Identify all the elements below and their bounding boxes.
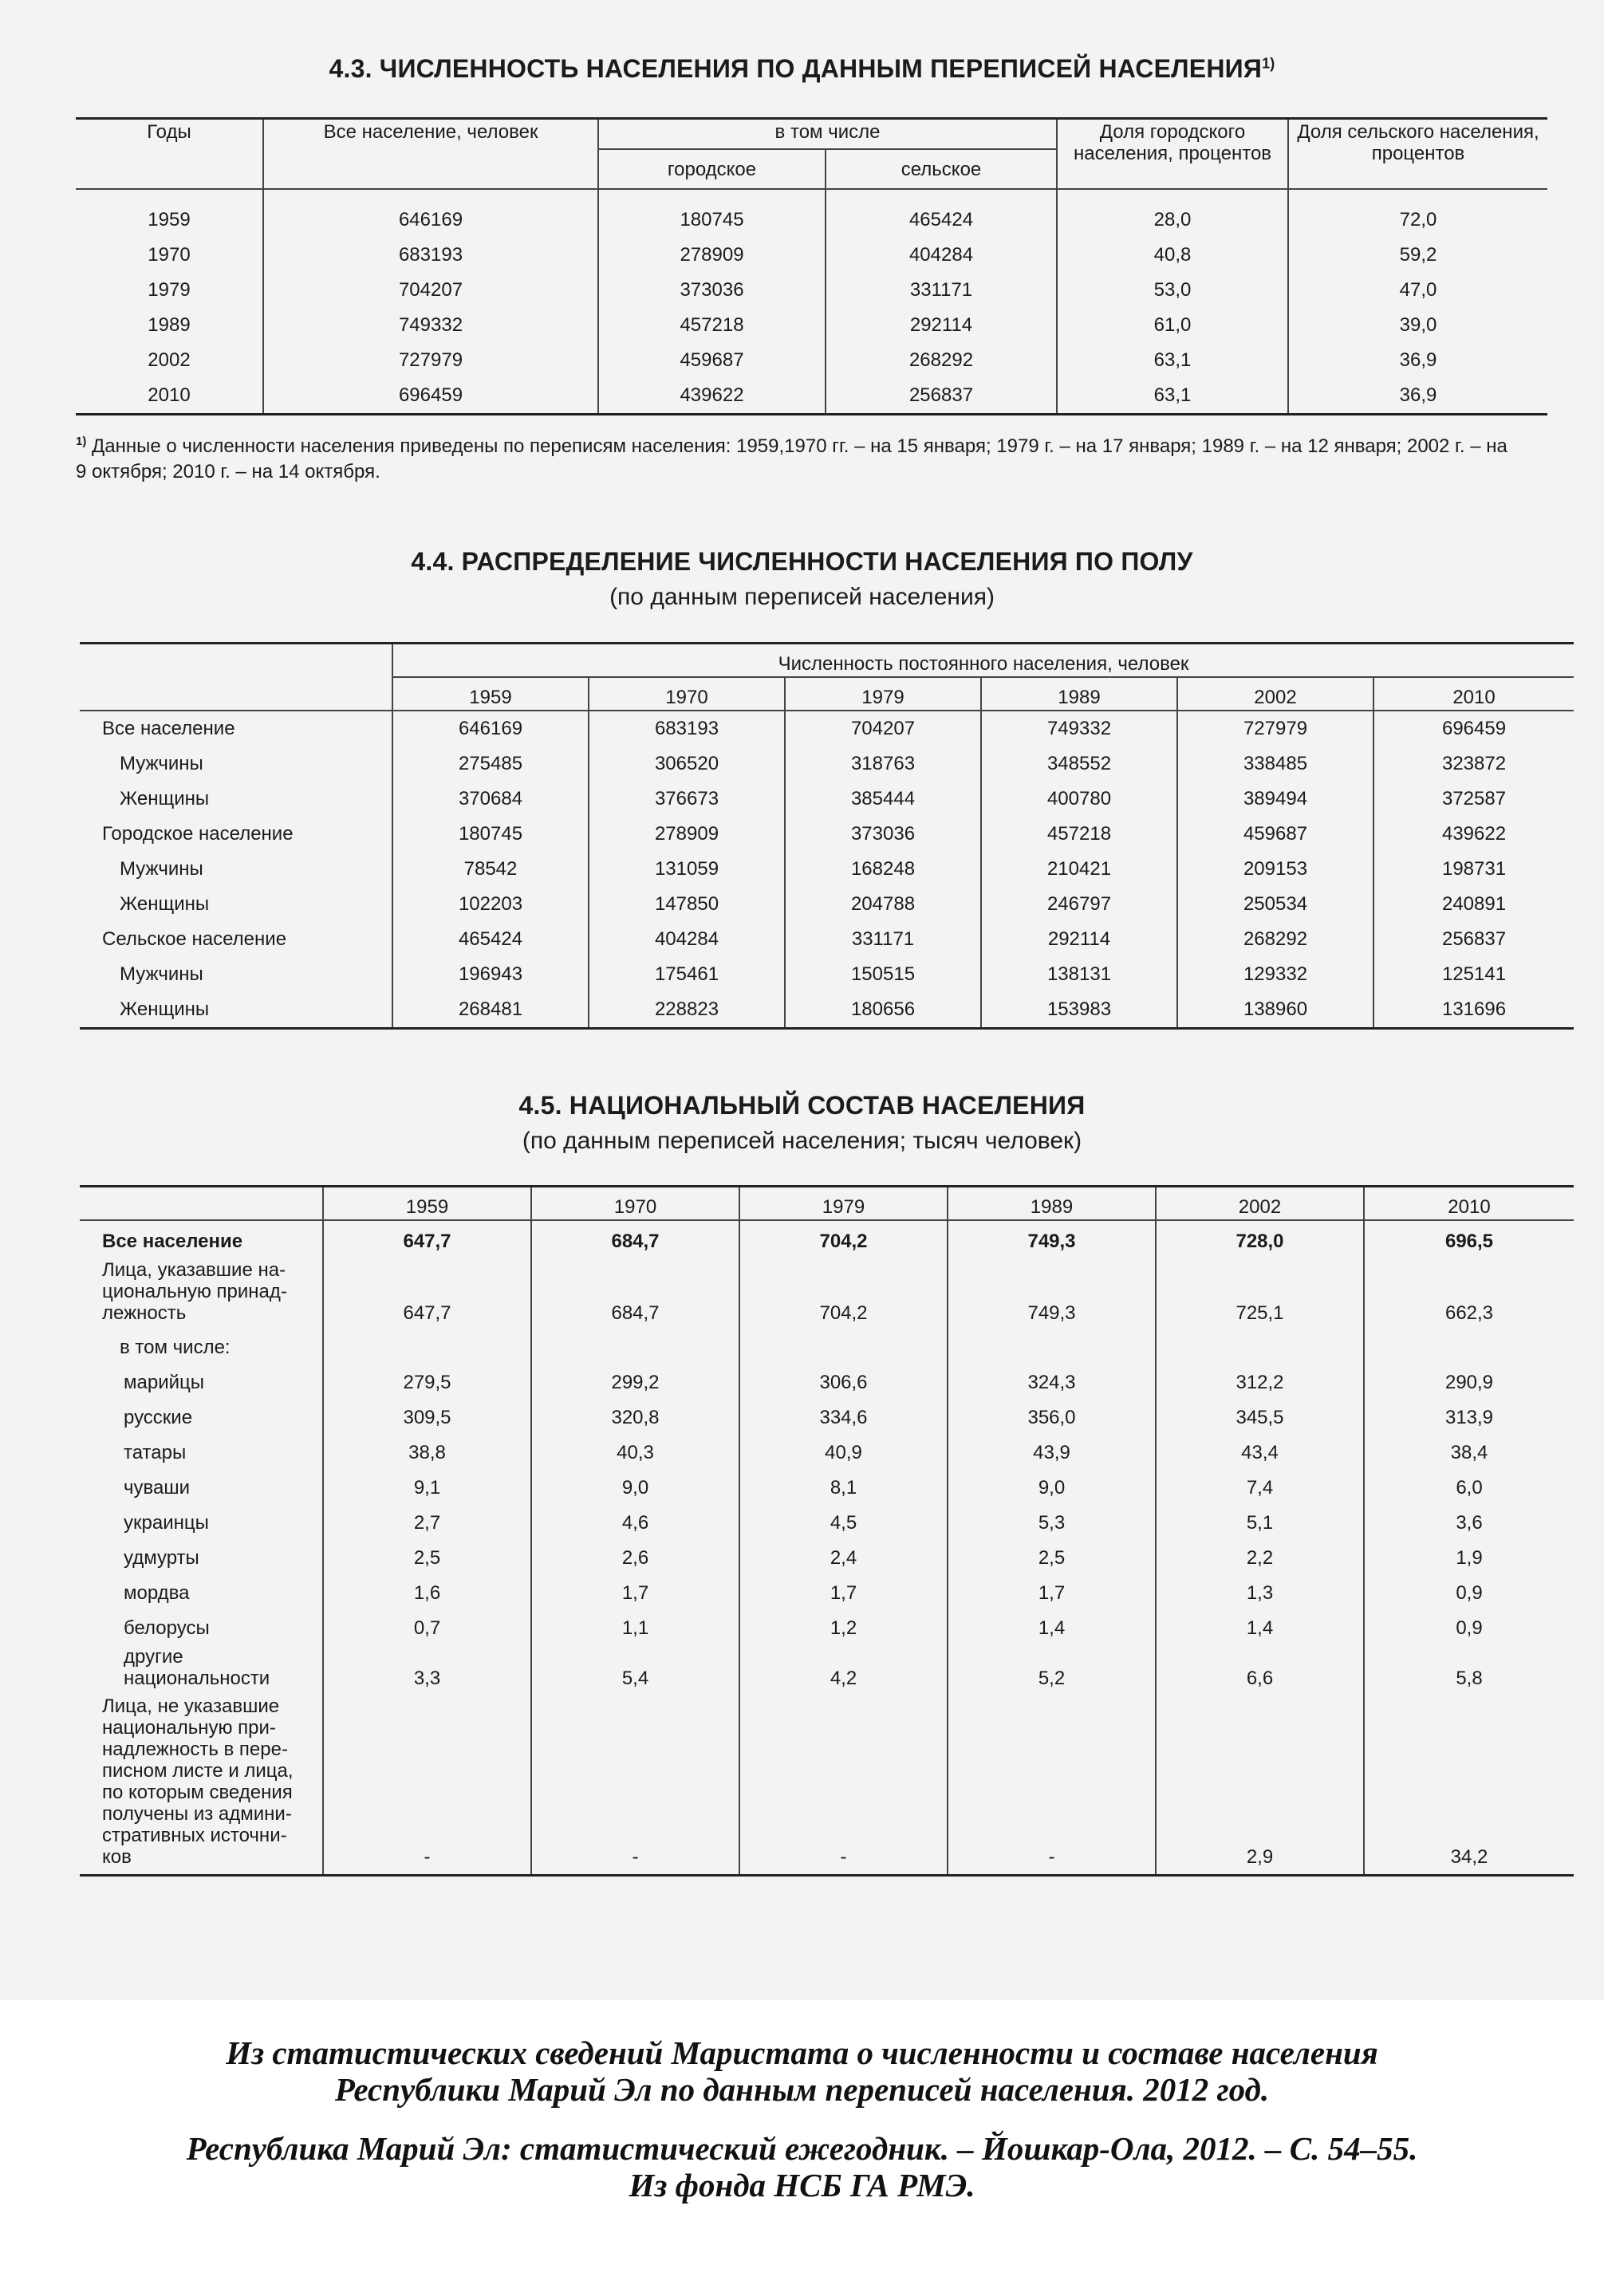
cell-value: 275485: [392, 746, 589, 782]
cell-value: 1,6: [323, 1576, 531, 1611]
cell-value: 684,7: [531, 1220, 739, 1259]
cell-value: 348552: [981, 746, 1177, 782]
row-label: [80, 1435, 323, 1471]
cell-rural-share: 59,2: [1288, 238, 1547, 273]
header-urban: городское: [598, 149, 826, 189]
cell-value: 2,9: [1156, 1695, 1364, 1876]
cell-value: 309,5: [323, 1400, 531, 1435]
cell-value: [531, 1330, 739, 1365]
row-label-line: надлежность в пере-: [102, 1739, 288, 1760]
cell-value: 385444: [785, 782, 981, 817]
cell-urban: 457218: [598, 308, 826, 343]
cell-value: 306520: [589, 746, 785, 782]
cell-value: 2,4: [739, 1541, 948, 1576]
row-label: Мужчины: [120, 963, 203, 985]
table-row: [80, 992, 1574, 1029]
cell-value: 749,3: [948, 1259, 1156, 1330]
cell-rural-share: 72,0: [1288, 189, 1547, 238]
table-4-4: [80, 642, 1574, 1030]
cell-value: 4,6: [531, 1506, 739, 1541]
cell-year: 1989: [148, 314, 191, 336]
cell-value: 376673: [589, 782, 785, 817]
row-label: [80, 1646, 323, 1695]
cell-value: 334,6: [739, 1400, 948, 1435]
header-urban-share: Доля городского населения, процентов: [1057, 119, 1288, 190]
caption-line-1: Из статистических сведений Маристата о численности и составе населения: [226, 2034, 1378, 2071]
cell-value: 246797: [981, 887, 1177, 922]
cell-value: 250534: [1177, 887, 1373, 922]
cell-value: 198731: [1373, 852, 1574, 887]
row-label-line: лежность: [102, 1302, 187, 1324]
cell-urban: 439622: [598, 378, 826, 415]
table-row: [80, 1611, 1574, 1646]
table-row: [76, 378, 1547, 415]
table-4-4-body: [80, 711, 1574, 1029]
cell-urban-share: 28,0: [1057, 189, 1288, 238]
table-row: [80, 922, 1574, 957]
header-including: в том числе: [598, 119, 1057, 150]
cell-value: 5,2: [948, 1646, 1156, 1695]
cell-total: 696459: [263, 378, 598, 415]
cell-value: 6,0: [1364, 1471, 1574, 1506]
row-label-line: писном листе и лица,: [102, 1760, 294, 1782]
caption-line-2: Республики Марий Эл по данным переписей населения. 2012 год.: [334, 2071, 1270, 2108]
cell-value: 228823: [589, 992, 785, 1029]
cell-value: 299,2: [531, 1365, 739, 1400]
row-label-line: Лица, не указавшие: [102, 1695, 280, 1717]
table-row: [76, 308, 1547, 343]
row-label-line: марийцы: [124, 1372, 205, 1393]
cell-value: 129332: [1177, 957, 1373, 992]
table-row: [80, 887, 1574, 922]
row-label-line: русские: [124, 1407, 193, 1428]
cell-value: 2,6: [531, 1541, 739, 1576]
column-header-year: 2010: [1373, 677, 1574, 711]
cell-value: 2,5: [323, 1541, 531, 1576]
cell-value: 749332: [981, 711, 1177, 746]
row-label: [80, 1220, 323, 1259]
table-4-3-body: [76, 189, 1547, 415]
cell-value: 138131: [981, 957, 1177, 992]
cell-value: 389494: [1177, 782, 1373, 817]
row-label: Городское население: [102, 823, 294, 845]
cell-value: 439622: [1373, 817, 1574, 852]
cell-value: 204788: [785, 887, 981, 922]
cell-value: 324,3: [948, 1365, 1156, 1400]
row-label: [80, 1330, 323, 1365]
cell-urban: 373036: [598, 273, 826, 308]
cell-value: 696459: [1373, 711, 1574, 746]
cell-value: [323, 1330, 531, 1365]
cell-value: 209153: [1177, 852, 1373, 887]
cell-value: 646169: [392, 711, 589, 746]
table-row: [80, 1400, 1574, 1435]
cell-year: 2010: [148, 384, 191, 406]
row-label: [80, 1541, 323, 1576]
cell-value: 684,7: [531, 1259, 739, 1330]
table-row: [76, 238, 1547, 273]
cell-value: 404284: [589, 922, 785, 957]
cell-rural: 256837: [826, 378, 1057, 415]
cell-rural: 465424: [826, 189, 1057, 238]
cell-value: 370684: [392, 782, 589, 817]
table-4-5-title: 4.5. НАЦИОНАЛЬНЫЙ СОСТАВ НАСЕЛЕНИЯ: [518, 1091, 1086, 1120]
cell-value: 150515: [785, 957, 981, 992]
cell-urban-share: 63,1: [1057, 378, 1288, 415]
row-label-line: другие: [124, 1646, 183, 1668]
cell-value: 268292: [1177, 922, 1373, 957]
row-label-line: циональную принад-: [102, 1281, 287, 1302]
table-row: [76, 273, 1547, 308]
cell-urban: 180745: [598, 189, 826, 238]
title-footnote-mark: 1): [1262, 55, 1275, 72]
cell-value: 138960: [1177, 992, 1373, 1029]
cell-value: 6,6: [1156, 1646, 1364, 1695]
cell-value: 9,1: [323, 1471, 531, 1506]
cell-value: 306,6: [739, 1365, 948, 1400]
cell-value: 372587: [1373, 782, 1574, 817]
cell-urban-share: 40,8: [1057, 238, 1288, 273]
row-label: [80, 1471, 323, 1506]
cell-value: 356,0: [948, 1400, 1156, 1435]
cell-value: 345,5: [1156, 1400, 1364, 1435]
cell-value: 320,8: [531, 1400, 739, 1435]
table-row: [80, 1576, 1574, 1611]
row-label: Женщины: [120, 998, 210, 1020]
cell-value: 279,5: [323, 1365, 531, 1400]
cell-value: [1364, 1330, 1574, 1365]
cell-value: 662,3: [1364, 1259, 1574, 1330]
cell-value: 38,8: [323, 1435, 531, 1471]
cell-rural-share: 36,9: [1288, 378, 1547, 415]
row-label-line: национальную при-: [102, 1717, 276, 1739]
cell-value: 131696: [1373, 992, 1574, 1029]
cell-value: 292114: [981, 922, 1177, 957]
cell-value: 1,3: [1156, 1576, 1364, 1611]
row-label: [80, 1400, 323, 1435]
row-label-line: национальности: [124, 1668, 270, 1689]
column-header-year: 1959: [392, 677, 589, 711]
cell-year: 2002: [148, 349, 191, 371]
cell-value: 1,2: [739, 1611, 948, 1646]
footnote-text: Данные о численности населения приведены по переписям населения: 1959,1970 гг. – на 15 января; 1979 г. – на 17 января; 1989 г. – на 12 января; 2002 г. – на 9 октября; 2010 г. – на 14 октября.: [76, 435, 1507, 482]
header-years: Годы: [76, 119, 263, 190]
cell-value: 5,1: [1156, 1506, 1364, 1541]
cell-value: -: [323, 1695, 531, 1876]
cell-value: 338485: [1177, 746, 1373, 782]
cell-urban-share: 61,0: [1057, 308, 1288, 343]
column-header-year: 2002: [1177, 677, 1373, 711]
cell-value: 125141: [1373, 957, 1574, 992]
cell-value: 131059: [589, 852, 785, 887]
footnote-mark: 1): [76, 435, 87, 448]
row-label-line: удмурты: [124, 1547, 199, 1569]
cell-value: 43,4: [1156, 1435, 1364, 1471]
cell-total: 683193: [263, 238, 598, 273]
cell-value: 331171: [785, 922, 981, 957]
caption-line-4: Из фонда НСБ ГА РМЭ.: [629, 2167, 975, 2203]
header-blank: [80, 1187, 323, 1221]
row-label-line: в том числе:: [120, 1337, 231, 1358]
cell-value: 5,3: [948, 1506, 1156, 1541]
cell-value: 8,1: [739, 1471, 948, 1506]
row-label-line: белорусы: [124, 1617, 210, 1639]
cell-value: 3,3: [323, 1646, 531, 1695]
row-label: [80, 1695, 323, 1876]
cell-value: 4,2: [739, 1646, 948, 1695]
table-4-5: [80, 1185, 1574, 1877]
row-label-line: стративных источни-: [102, 1825, 287, 1846]
cell-value: 102203: [392, 887, 589, 922]
table-4-4-subtitle: (по данным переписей населения): [609, 584, 995, 610]
cell-value: 1,4: [1156, 1611, 1364, 1646]
cell-value: 457218: [981, 817, 1177, 852]
cell-value: 147850: [589, 887, 785, 922]
cell-value: 290,9: [1364, 1365, 1574, 1400]
cell-value: -: [531, 1695, 739, 1876]
row-label: Все население: [102, 718, 235, 739]
table-row: [80, 1220, 1574, 1259]
cell-value: 0,9: [1364, 1576, 1574, 1611]
cell-value: 4,5: [739, 1506, 948, 1541]
caption-line-3: Республика Марий Эл: статистический ежегодник. – Йошкар-Ола, 2012. – С. 54–55.: [186, 2130, 1418, 2167]
column-header-year: 2010: [1364, 1187, 1574, 1221]
cell-value: 725,1: [1156, 1259, 1364, 1330]
row-label-line: украинцы: [124, 1512, 209, 1534]
cell-value: 647,7: [323, 1259, 531, 1330]
cell-value: 400780: [981, 782, 1177, 817]
cell-total: 727979: [263, 343, 598, 378]
cell-value: 210421: [981, 852, 1177, 887]
cell-value: 78542: [392, 852, 589, 887]
table-row: [80, 852, 1574, 887]
table-row: [80, 711, 1574, 746]
column-header-year: 1989: [948, 1187, 1156, 1221]
table-4-3-title: [0, 54, 1604, 84]
cell-urban: 278909: [598, 238, 826, 273]
row-label-line: мордва: [124, 1582, 190, 1604]
table-row: [80, 1435, 1574, 1471]
cell-value: 34,2: [1364, 1695, 1574, 1876]
cell-rural-share: 36,9: [1288, 343, 1547, 378]
column-header-year: 1959: [323, 1187, 531, 1221]
row-label: Женщины: [120, 893, 210, 915]
row-label: [80, 1365, 323, 1400]
table-row: [80, 1646, 1574, 1695]
cell-value: 318763: [785, 746, 981, 782]
row-label-line: татары: [124, 1442, 187, 1463]
row-label: Женщины: [120, 788, 210, 809]
cell-value: 256837: [1373, 922, 1574, 957]
cell-value: 0,7: [323, 1611, 531, 1646]
cell-value: 696,5: [1364, 1220, 1574, 1259]
cell-value: 728,0: [1156, 1220, 1364, 1259]
table-4-5-body: [80, 1220, 1574, 1876]
cell-urban-share: 63,1: [1057, 343, 1288, 378]
cell-rural: 292114: [826, 308, 1057, 343]
column-header-year: 1979: [739, 1187, 948, 1221]
cell-value: 1,4: [948, 1611, 1156, 1646]
row-label-line: чуваши: [124, 1477, 190, 1499]
cell-total: 749332: [263, 308, 598, 343]
table-row: [80, 957, 1574, 992]
cell-value: 323872: [1373, 746, 1574, 782]
cell-value: 373036: [785, 817, 981, 852]
row-label-line: Все население: [102, 1231, 243, 1252]
cell-value: 168248: [785, 852, 981, 887]
table-row: [76, 189, 1547, 238]
cell-value: 40,3: [531, 1435, 739, 1471]
cell-value: 40,9: [739, 1435, 948, 1471]
cell-value: 9,0: [531, 1471, 739, 1506]
cell-value: 459687: [1177, 817, 1373, 852]
row-label: Мужчины: [120, 858, 203, 880]
cell-value: 1,9: [1364, 1541, 1574, 1576]
cell-value: 153983: [981, 992, 1177, 1029]
row-label-line: получены из админи-: [102, 1803, 292, 1825]
table-row: [80, 1259, 1574, 1330]
table-row: [80, 817, 1574, 852]
cell-rural-share: 47,0: [1288, 273, 1547, 308]
table-row: [80, 1541, 1574, 1576]
table-4-3: [76, 117, 1547, 415]
cell-value: 1,7: [531, 1576, 739, 1611]
cell-value: 749,3: [948, 1220, 1156, 1259]
cell-value: 278909: [589, 817, 785, 852]
cell-value: 175461: [589, 957, 785, 992]
table-row: [80, 1365, 1574, 1400]
table-row: [80, 1695, 1574, 1876]
table-row: [80, 1471, 1574, 1506]
column-header-year: 2002: [1156, 1187, 1364, 1221]
cell-year: 1979: [148, 279, 191, 301]
table-row: [80, 1330, 1574, 1365]
header-resident-population: Численность постоянного населения, человек: [392, 644, 1574, 678]
cell-value: 240891: [1373, 887, 1574, 922]
cell-value: 2,5: [948, 1541, 1156, 1576]
row-label-line: Лица, указавшие на-: [102, 1259, 286, 1281]
cell-value: 704207: [785, 711, 981, 746]
cell-value: 683193: [589, 711, 785, 746]
row-label: Сельское население: [102, 928, 287, 950]
row-label-line: по которым сведения: [102, 1782, 293, 1803]
cell-rural: 404284: [826, 238, 1057, 273]
table-4-5-subtitle: (по данным переписей населения; тысяч человек): [522, 1128, 1082, 1154]
table-row: [76, 343, 1547, 378]
cell-value: 312,2: [1156, 1365, 1364, 1400]
table-row: [80, 782, 1574, 817]
header-total-population: Все население, человек: [263, 119, 598, 190]
cell-value: 196943: [392, 957, 589, 992]
column-header-year: 1989: [981, 677, 1177, 711]
table-row: [80, 1506, 1574, 1541]
column-header-year: 1979: [785, 677, 981, 711]
cell-value: 38,4: [1364, 1435, 1574, 1471]
cell-value: 1,7: [948, 1576, 1156, 1611]
cell-value: 7,4: [1156, 1471, 1364, 1506]
cell-value: 9,0: [948, 1471, 1156, 1506]
table-4-4-title: 4.4. РАСПРЕДЕЛЕНИЕ ЧИСЛЕННОСТИ НАСЕЛЕНИЯ ПО ПОЛУ: [411, 547, 1193, 576]
cell-value: 1,1: [531, 1611, 739, 1646]
cell-total: 704207: [263, 273, 598, 308]
cell-value: -: [739, 1695, 948, 1876]
cell-value: 704,2: [739, 1259, 948, 1330]
cell-urban: 459687: [598, 343, 826, 378]
cell-value: 268481: [392, 992, 589, 1029]
cell-rural-share: 39,0: [1288, 308, 1547, 343]
cell-value: 0,9: [1364, 1611, 1574, 1646]
cell-value: 1,7: [739, 1576, 948, 1611]
table-4-3-title-text: 4.3. ЧИСЛЕННОСТЬ НАСЕЛЕНИЯ ПО ДАННЫМ ПЕРЕПИСЕЙ НАСЕЛЕНИЯ: [329, 54, 1263, 83]
cell-value: [739, 1330, 948, 1365]
row-label: [80, 1259, 323, 1330]
row-label: Мужчины: [120, 753, 203, 774]
table-4-3-footnote: [76, 429, 1519, 485]
row-label: [80, 1576, 323, 1611]
row-label: [80, 1506, 323, 1541]
cell-value: 727979: [1177, 711, 1373, 746]
table-row: [80, 746, 1574, 782]
cell-year: 1970: [148, 244, 191, 266]
header-rural: сельское: [826, 149, 1057, 189]
cell-year: 1959: [148, 209, 191, 230]
cell-value: 5,8: [1364, 1646, 1574, 1695]
cell-value: 3,6: [1364, 1506, 1574, 1541]
cell-total: 646169: [263, 189, 598, 238]
row-label-line: ков: [102, 1846, 132, 1868]
cell-value: 43,9: [948, 1435, 1156, 1471]
cell-rural: 331171: [826, 273, 1057, 308]
cell-value: 180745: [392, 817, 589, 852]
cell-value: [948, 1330, 1156, 1365]
cell-value: 180656: [785, 992, 981, 1029]
row-label: [80, 1611, 323, 1646]
cell-value: 313,9: [1364, 1400, 1574, 1435]
cell-value: 704,2: [739, 1220, 948, 1259]
cell-value: -: [948, 1695, 1156, 1876]
header-rural-share: Доля сельского населения, процентов: [1288, 119, 1547, 190]
cell-value: 5,4: [531, 1646, 739, 1695]
cell-value: [1156, 1330, 1364, 1365]
column-header-year: 1970: [589, 677, 785, 711]
cell-value: 2,7: [323, 1506, 531, 1541]
cell-value: 647,7: [323, 1220, 531, 1259]
cell-value: 2,2: [1156, 1541, 1364, 1576]
cell-rural: 268292: [826, 343, 1057, 378]
cell-urban-share: 53,0: [1057, 273, 1288, 308]
cell-value: 465424: [392, 922, 589, 957]
table-4-5-years-row: [80, 1187, 1574, 1221]
column-header-year: 1970: [531, 1187, 739, 1221]
header-blank: [80, 644, 392, 711]
